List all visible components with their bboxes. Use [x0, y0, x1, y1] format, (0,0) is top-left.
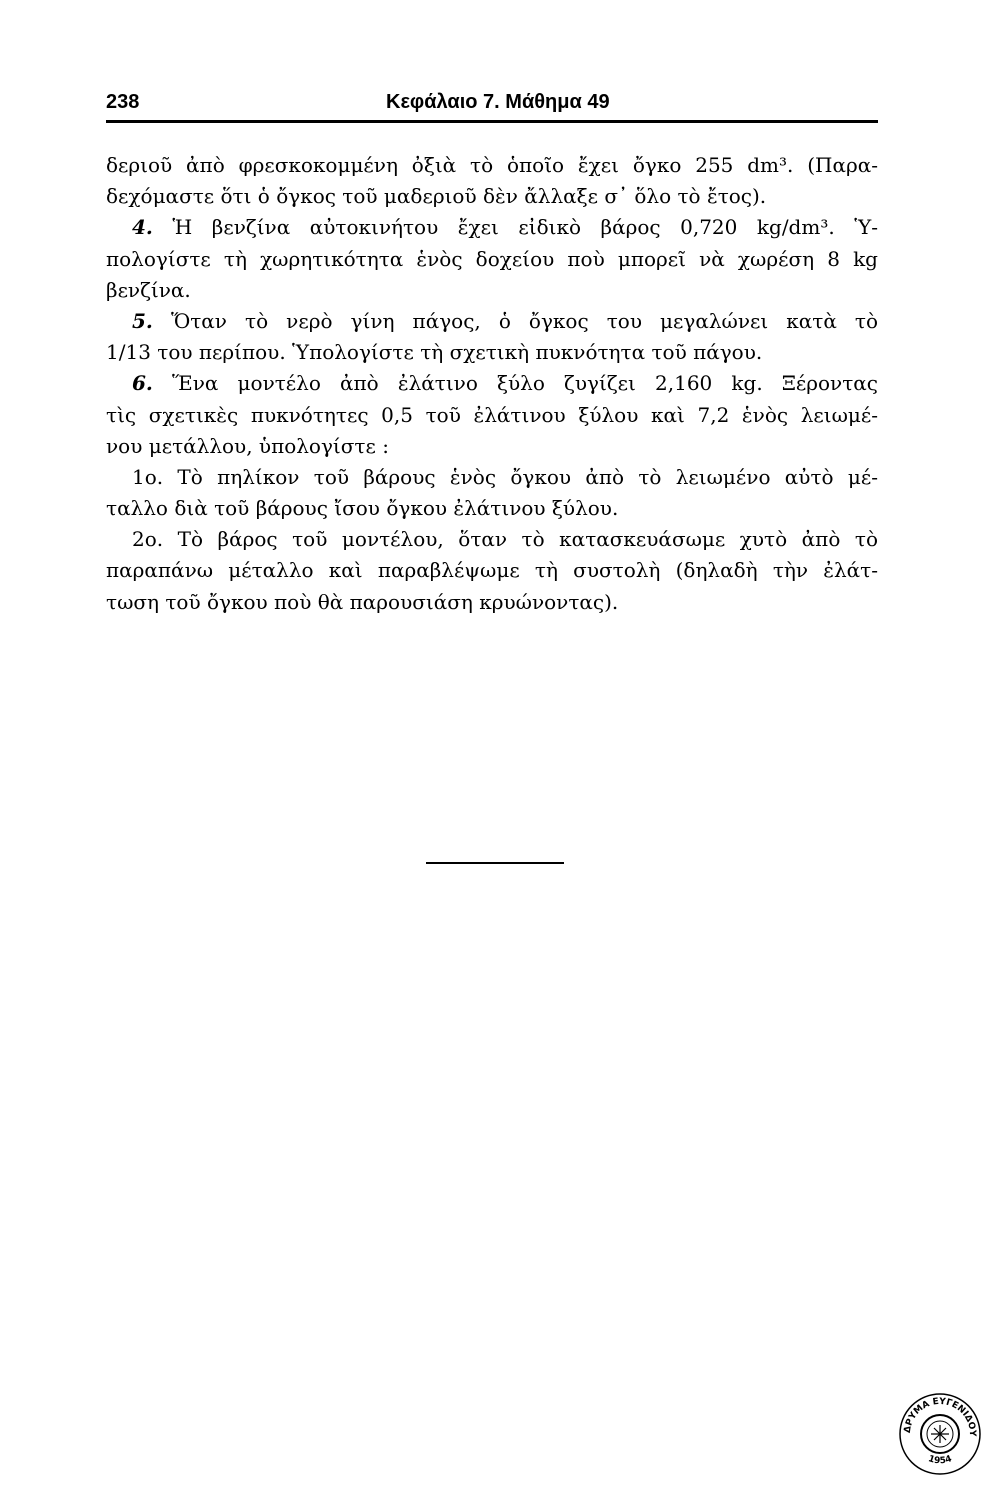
text-line: πολογίστε τὴ χωρητικότητα ἑνὸς δοχείου ποὺ μπορεῖ νὰ χωρέση 8 kg: [106, 246, 878, 271]
page-number: 238: [106, 91, 140, 113]
text-line: δεριοῦ ἀπὸ φρεσκοκομμένη ὀξιὰ τὸ ὁποῖο ἔχει ὄγκο 255 dm³. (Παρα-: [106, 153, 878, 177]
text-line: δεχόμαστε ὅτι ὁ ὄγκος τοῦ μαδεριοῦ δὲν ἄλλαξε σ᾽ ὅλο τὸ ἔτος).: [106, 184, 767, 209]
section-divider: [426, 862, 564, 864]
exercise-text: Ὅταν τὸ νερὸ γίνη πάγος, ὁ ὄγκος του μεγαλώνει κατὰ τὸ: [170, 308, 878, 333]
foundation-seal-icon: [898, 1392, 982, 1476]
header-rule: [106, 120, 878, 123]
seal-year: 1954: [926, 1454, 954, 1467]
subquestion-2-line: 2ο. Τὸ βάρος τοῦ μοντέλου, ὅταν τὸ κατασκευάσωμε χυτὸ ἀπὸ τὸ: [132, 527, 878, 552]
seal-text: ΔΡΥΜΑ ΕΥΓΕΝΙΔΟΥ: [902, 1396, 978, 1437]
text-line: βενζίνα.: [106, 277, 191, 302]
exercise-5-line: [106, 306, 878, 337]
exercise-4-line: [106, 212, 878, 243]
exercise-number: 6.: [132, 371, 153, 396]
body-text: [106, 150, 878, 618]
page-header: [106, 91, 878, 121]
text-line: τωση τοῦ ὄγκου ποὺ θὰ παρουσιάση κρυώνοντας).: [106, 589, 619, 614]
exercise-6-line: [106, 368, 878, 399]
text-line: νου μετάλλου, ὑπολογίστε :: [106, 433, 389, 458]
exercise-text: Ἕνα μοντέλο ἀπὸ ἐλάτινο ξύλο ζυγίζει 2,160 kg. Ξέροντας: [172, 371, 878, 396]
text-line: 1/13 του περίπου. Ὑπολογίστε τὴ σχετικὴ πυκνότητα τοῦ πάγου.: [106, 340, 763, 365]
exercise-number: 5.: [132, 308, 153, 333]
text-line: ταλλο διὰ τοῦ βάρους ἴσου ὄγκου ἐλάτινου ξύλου.: [106, 496, 619, 521]
seal-graphic: [898, 1392, 982, 1476]
exercise-number: 4.: [132, 215, 153, 240]
text-line: παραπάνω μέταλλο καὶ παραβλέψωμε τὴ συστολὴ (δηλαδὴ τὴν ἐλάτ-: [106, 558, 878, 583]
subquestion-1-line: 1ο. Τὸ πηλίκον τοῦ βάρους ἑνὸς ὄγκου ἀπὸ τὸ λειωμένο αὐτὸ μέ-: [132, 464, 878, 489]
exercise-text: Ἡ βενζίνα αὐτοκινήτου ἔχει εἰδικὸ βάρος 0,720 kg/dm³. Ὑ-: [172, 215, 878, 240]
running-title: Κεφάλαιο 7. Μάθημα 49: [386, 91, 610, 113]
text-line: τὶς σχετικὲς πυκνότητες 0,5 τοῦ ἐλάτινου ξύλου καὶ 7,2 ἑνὸς λειωμέ-: [106, 402, 878, 427]
